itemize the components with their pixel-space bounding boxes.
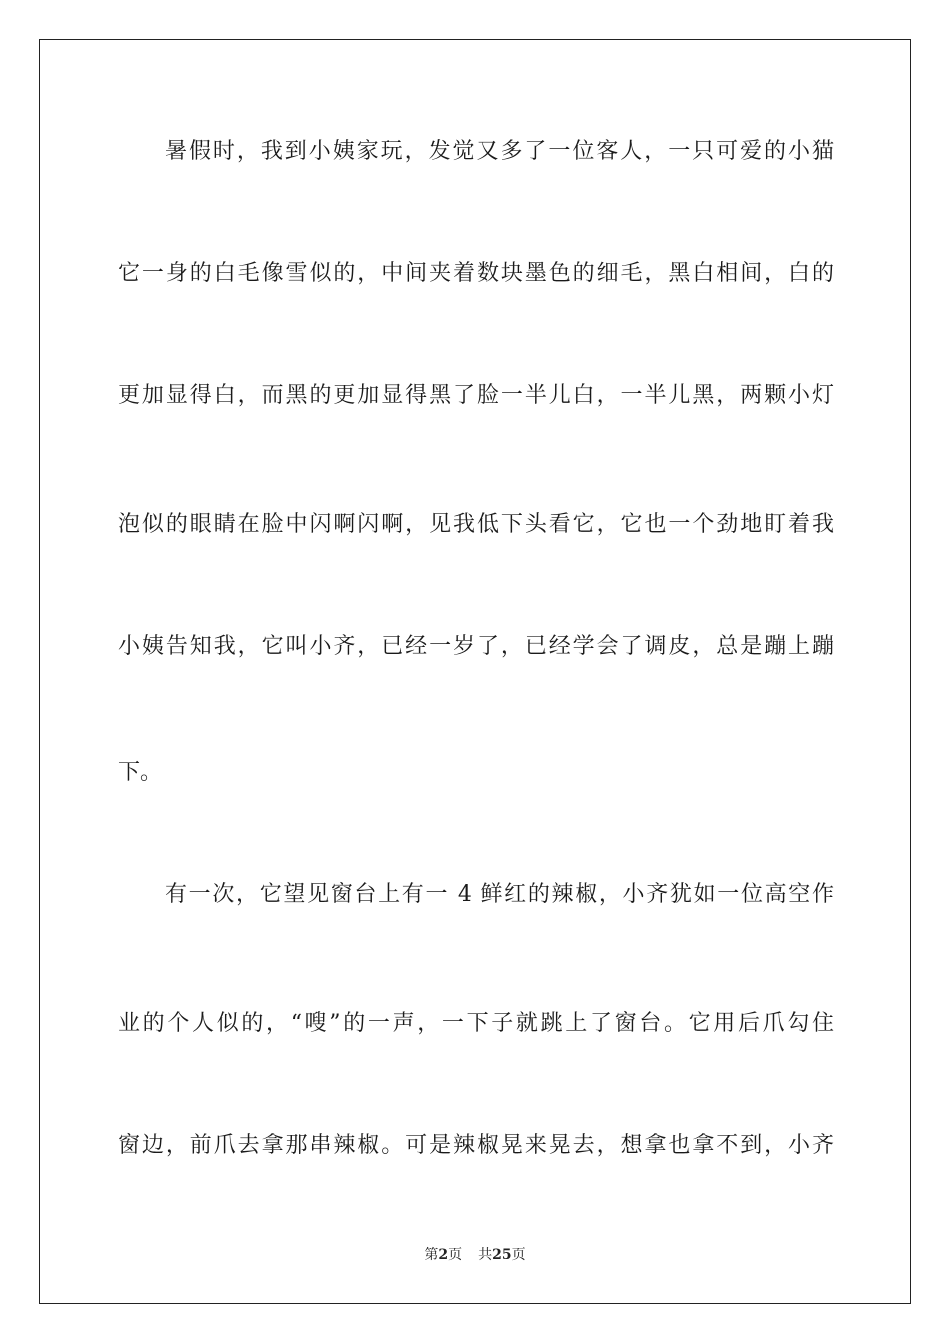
page-border [39,39,911,1304]
page-suffix: 页 [448,1247,463,1263]
paragraph-line: 窗边，前爪去拿那串辣椒。可是辣椒晃来晃去，想拿也拿不到，小齐 [118,1133,834,1158]
paragraph-line: 下。 [118,760,163,785]
paragraph-line: 业的个人似的，“嗖”的一声，一下子就跳上了窗台。它用后爪勾住 [118,1011,834,1036]
page-prefix: 第 [424,1247,439,1263]
paragraph-line: 有一次，它望见窗台上有一 4 鲜红的辣椒，小齐犹如一位高空作 [165,882,834,907]
page-footer [0,1246,950,1264]
paragraph-line: 它一身的白毛像雪似的，中间夹着数块墨色的细毛，黑白相间，白的 [118,261,834,286]
total-prefix: 共 [478,1247,493,1263]
paragraph-line: 小姨告知我，它叫小齐，已经一岁了，已经学会了调皮，总是蹦上蹦 [118,634,834,659]
page-number: 2 [438,1247,449,1263]
total-suffix: 页 [511,1247,526,1263]
paragraph-line: 泡似的眼睛在脸中闪啊闪啊，见我低下头看它，它也一个劲地盯着我 [118,512,834,537]
paragraph-line: 更加显得白，而黑的更加显得黑了脸一半儿白，一半儿黑，两颗小灯 [118,383,834,408]
paragraph-line: 暑假时，我到小姨家玩，发觉又多了一位客人，一只可爱的小猫 [165,139,834,164]
total-pages: 25 [492,1247,512,1263]
